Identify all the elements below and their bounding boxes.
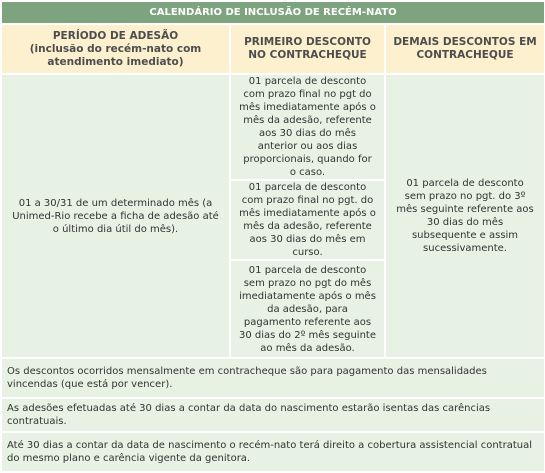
header-period-line2: (inclusão do recém-nato com atendimento imediato) — [29, 42, 202, 68]
note-3: Até 30 dias a contar da data de nascimento o recém-nato terá direito a cobertura assistencial contratual do mesmo plano e carência vigente da genitora. — [2, 433, 544, 471]
header-first-discount: PRIMEIRO DESCONTO NO CONTRACHEQUE — [231, 25, 384, 73]
header-period-line1: PERÍODO DE ADESÃO — [52, 29, 179, 42]
first-discount-row-3: 01 parcela de desconto sem prazo no pgt do mês imediatamente após o mês da adesão, para pagamento referente aos 30 dias do 2º mês seguinte ao mês da adesão. — [231, 261, 384, 357]
other-discounts-cell: 01 parcela de desconto sem prazo no pgt. do 3º mês seguinte referente aos 30 dias do mês subsequente e assim sucessivamente. — [386, 75, 544, 357]
first-discount-row-2: 01 parcela de desconto com prazo final no pgt. do mês imediatamente após o mês da adesão, referente aos 30 dias do mês em curso. — [231, 181, 384, 259]
first-discount-row-1: 01 parcela de desconto com prazo final no pgt do mês imediatamente após o mês da adesão, referente aos 30 dias do mês anterior ou aos dias proporcionais, quando for o caso. — [231, 75, 384, 179]
note-1: Os descontos ocorridos mensalmente em contracheque são para pagamento das mensalidades vincendas (que está por vencer). — [2, 359, 544, 397]
table-title: CALENDÁRIO DE INCLUSÃO DE RECÉM-NATO — [2, 2, 544, 23]
note-2: As adesões efetuadas até 30 dias a contar da data do nascimento estarão isentas das carências contratuais. — [2, 399, 544, 431]
header-period — [2, 25, 229, 73]
period-cell: 01 a 30/31 de um determinado mês (a Unimed-Rio recebe a ficha de adesão até o último dia útil do mês). — [2, 75, 229, 357]
header-other-discounts: DEMAIS DESCONTOS EM CONTRACHEQUE — [386, 25, 544, 73]
